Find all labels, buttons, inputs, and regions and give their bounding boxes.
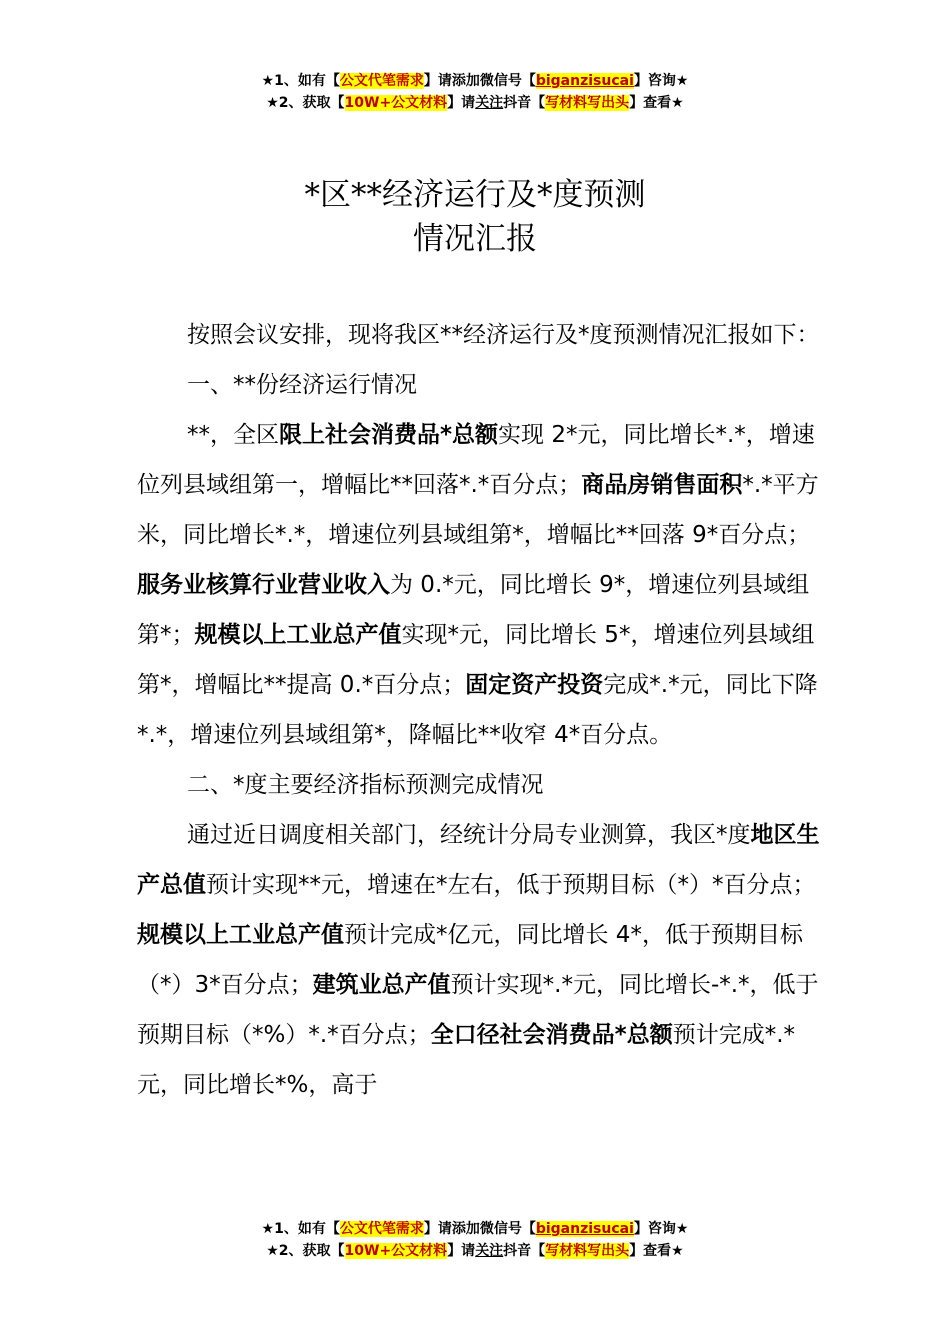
text-run: 预计实现*.*元，同比增长-*.*，低于预期目标（*%）*.*百分点； xyxy=(137,972,819,1048)
footer-banner xyxy=(0,1218,950,1262)
text-run: *.*平方米，同比增长*.*，增速位列县域组第*，增幅比**回落 9*百分点； xyxy=(137,472,819,548)
paragraph xyxy=(137,760,827,810)
text-run: 一、**份经济运行情况 xyxy=(187,372,417,398)
bold-term: 规模以上工业总产值 xyxy=(194,622,402,648)
paragraph xyxy=(137,310,827,360)
bold-term: 固定资产投资 xyxy=(465,672,604,698)
text-run: 按照会议安排，现将我区**经济运行及*度预测情况汇报如下： xyxy=(187,322,820,348)
banner-line-1: ★1、如有【公文代笔需求】请添加微信号【biganzisucai】咨询★ xyxy=(261,1221,689,1237)
text-run: **，全区 xyxy=(187,422,279,448)
text-run: 二、*度主要经济指标预测完成情况 xyxy=(187,772,544,798)
text-run: 预计完成*.*元，同比增长*%，高于 xyxy=(137,1022,796,1098)
bold-term: 规模以上工业总产值 xyxy=(137,922,344,948)
text-run: 通过近日调度相关部门，经统计分局专业测算，我区*度 xyxy=(187,822,751,848)
paragraph xyxy=(137,810,827,1110)
text-run: 预计实现**元，增速在*左右，低于预期目标（*）*百分点； xyxy=(206,872,816,898)
document-title-line-2: 情况汇报 xyxy=(413,221,537,257)
bold-term: 限上社会消费品*总额 xyxy=(279,422,499,448)
bold-term: 地区生产总值 xyxy=(137,822,820,898)
bold-term: 全口径社会消费品*总额 xyxy=(430,1022,673,1048)
text-run: 实现*元，同比增长 5*，增速位列县域组第*，增幅比**提高 0.*百分点； xyxy=(137,622,815,698)
paragraph xyxy=(137,360,827,410)
document-body xyxy=(137,310,827,1110)
bold-term: 商品房销售面积 xyxy=(581,472,743,498)
bold-term: 服务业核算行业营业收入 xyxy=(137,572,390,598)
header-banner xyxy=(0,70,950,114)
text-run: 预计完成*亿元，同比增长 4*，低于预期目标（*）3*百分点； xyxy=(137,922,803,998)
text-run: 为 0.*元，同比增长 9*，增速位列县域组第*； xyxy=(137,572,810,648)
text-run: 实现 2*元，同比增长*.*，增速位列县域组第一，增幅比**回落*.*百分点； xyxy=(137,422,815,498)
paragraph xyxy=(137,410,827,760)
bold-term: 建筑业总产值 xyxy=(312,972,451,998)
banner-line-2: ★2、获取【10W+公文材料】请关注抖音【写材料写出头】查看★ xyxy=(266,95,684,111)
document-title-line-1: *区**经济运行及*度预测 xyxy=(304,177,646,213)
banner-line-2: ★2、获取【10W+公文材料】请关注抖音【写材料写出头】查看★ xyxy=(266,1243,684,1259)
text-run: 完成*.*元，同比下降*.*，增速位列县域组第*，降幅比**收窄 4*百分点。 xyxy=(137,672,818,748)
banner-line-1: ★1、如有【公文代笔需求】请添加微信号【biganzisucai】咨询★ xyxy=(261,73,689,89)
